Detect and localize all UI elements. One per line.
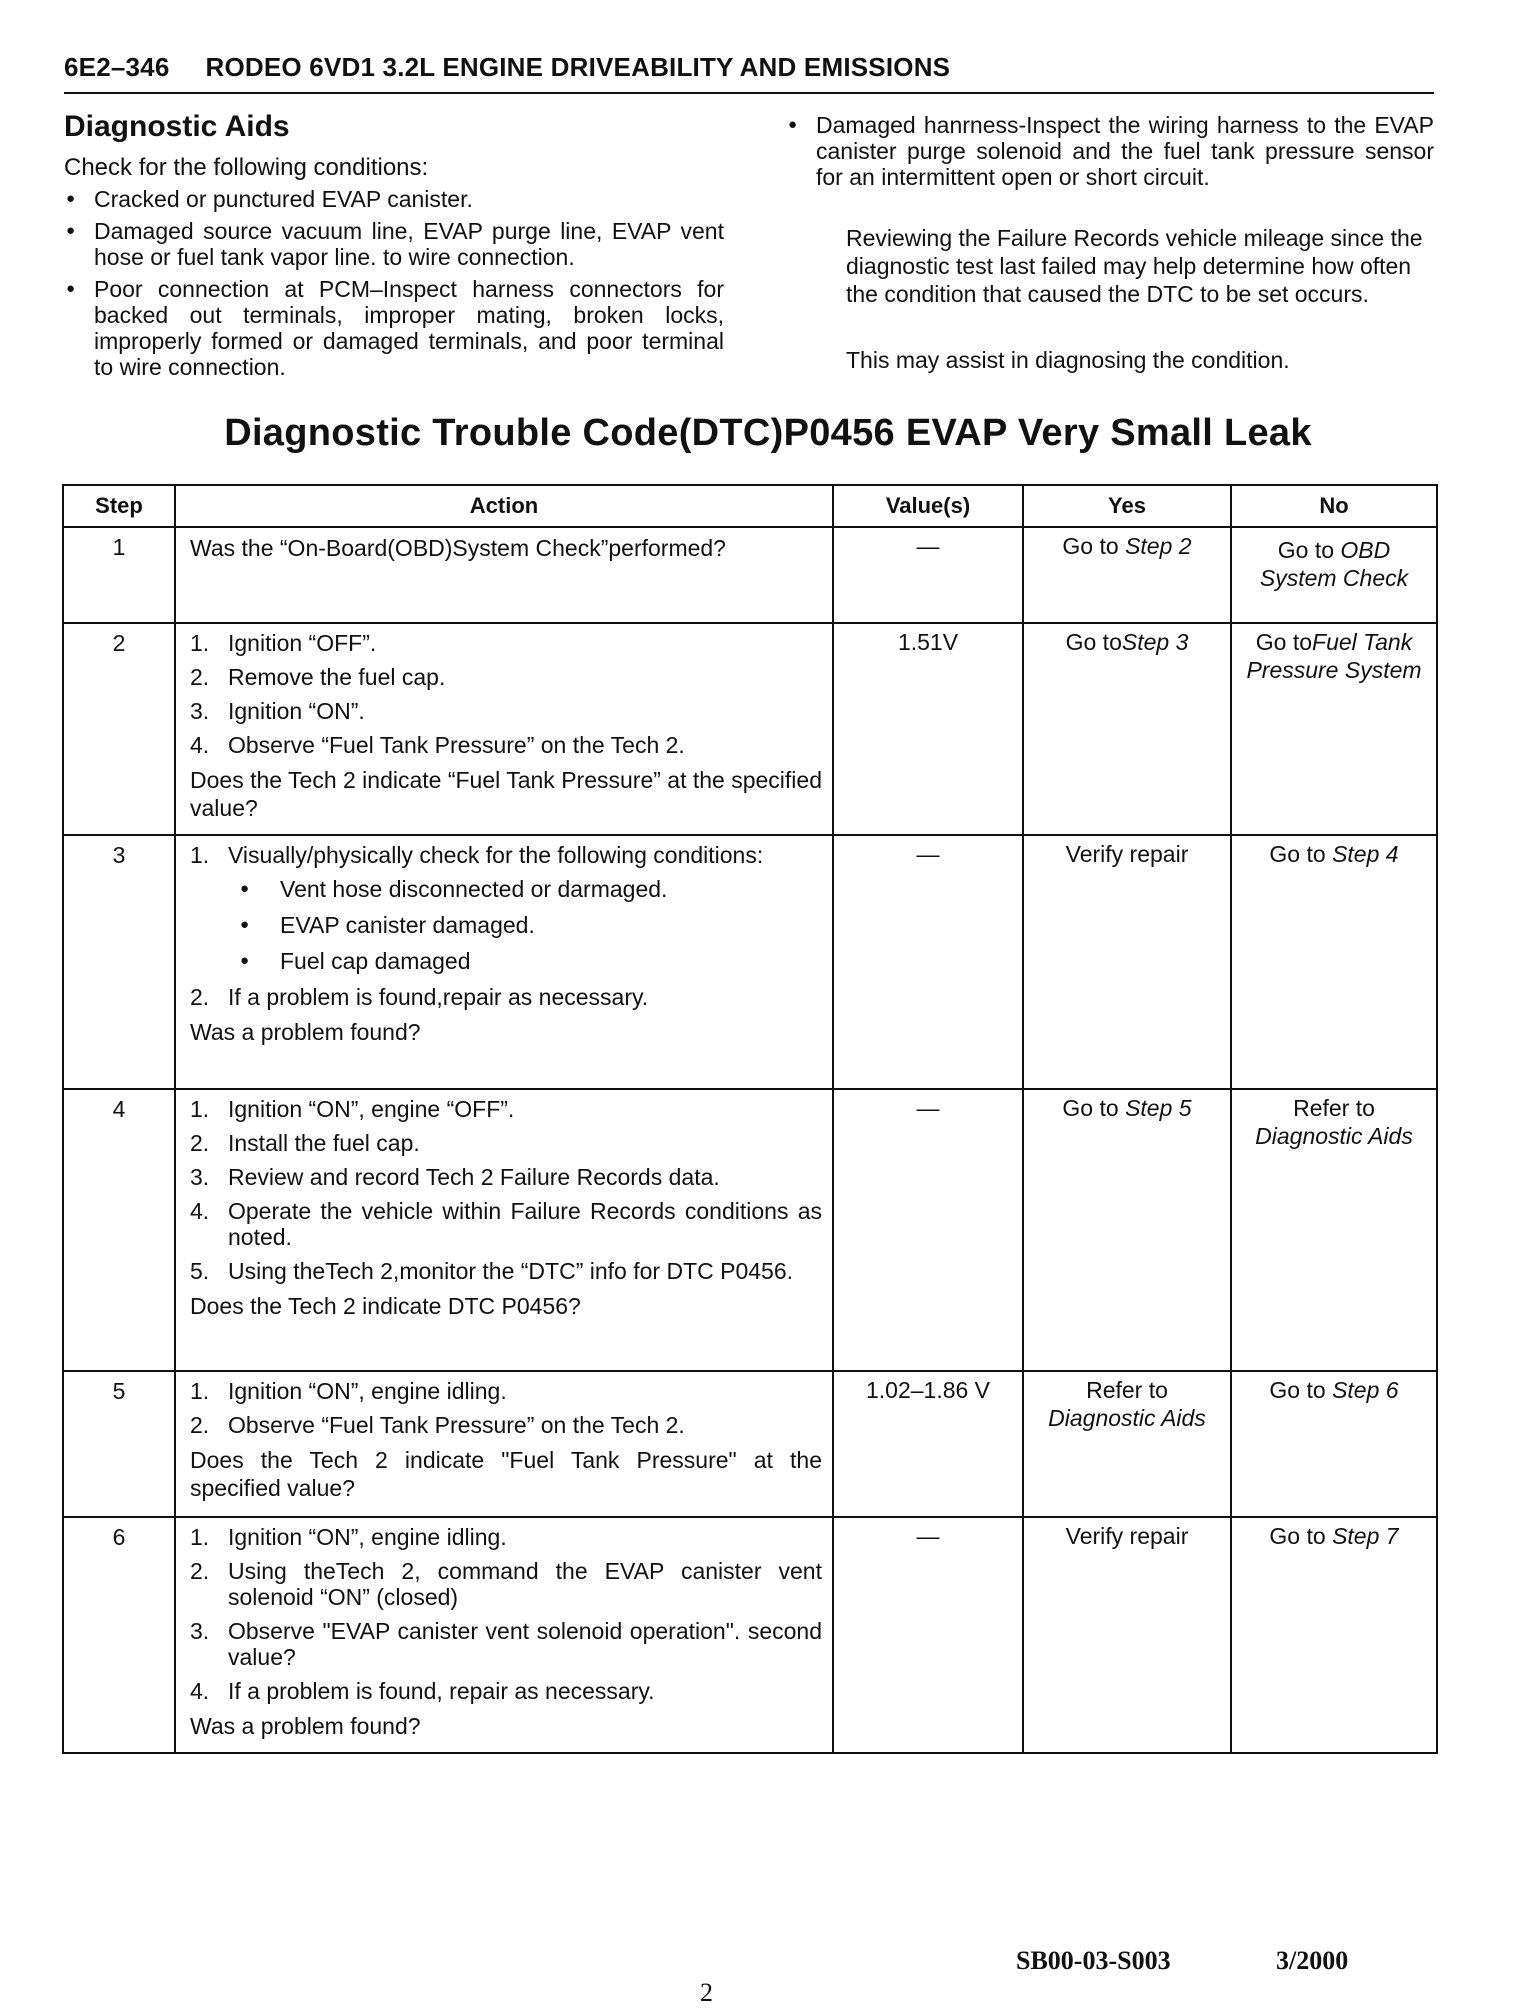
page-title: RODEO 6VD1 3.2L ENGINE DRIVEABILITY AND EMISSIONS bbox=[205, 52, 951, 82]
action-item: 2. Using theTech 2, command the EVAP canister vent solenoid “ON” (closed) bbox=[190, 1558, 822, 1610]
list-item: ● Damaged source vacuum line, EVAP purge line, EVAP vent hose or fuel tank vapor line. to wire connection. bbox=[64, 218, 724, 270]
col-header-values: Value(s) bbox=[833, 485, 1023, 527]
yes-text: Go to Step 5 bbox=[1062, 1095, 1192, 1121]
step-question: Was the “On-Board(OBD)System Check”performed? bbox=[190, 535, 726, 561]
diagnostic-aids-left-list bbox=[64, 186, 724, 386]
yes-text: Verify repair bbox=[1065, 1523, 1189, 1549]
list-item: ● Cracked or punctured EVAP canister. bbox=[64, 186, 724, 212]
action-item: 1. Ignition “OFF”. bbox=[190, 630, 377, 656]
table-row bbox=[63, 1517, 1437, 1753]
action-item: 1. Visually/physically check for the following conditions: bbox=[190, 842, 764, 868]
col-header-step: Step bbox=[63, 485, 175, 527]
table-row bbox=[63, 527, 1437, 623]
table-row bbox=[63, 623, 1437, 835]
action-cell bbox=[175, 527, 833, 623]
diagnostic-steps-table bbox=[62, 484, 1438, 1754]
action-cell bbox=[175, 1517, 833, 1753]
yes-cell bbox=[1023, 1371, 1231, 1517]
yes-cell bbox=[1023, 1089, 1231, 1371]
no-text: Go to Step 6 bbox=[1269, 1377, 1399, 1403]
no-cell bbox=[1231, 1089, 1437, 1371]
assist-paragraph: This may assist in diagnosing the condition. bbox=[846, 347, 1290, 373]
action-subitem: ● Vent hose disconnected or darmaged. bbox=[240, 876, 668, 902]
action-cell bbox=[175, 835, 833, 1089]
no-cell bbox=[1231, 1517, 1437, 1753]
col-header-action: Action bbox=[175, 485, 833, 527]
list-item: ● Poor connection at PCM–Inspect harness connectors for backed out terminals, improper mating, broken locks, improperly formed or damaged terminals, and poor terminal to wire connection. bbox=[64, 276, 724, 380]
no-text: Go to OBD System Check bbox=[1259, 537, 1409, 591]
page-number: 2 bbox=[700, 1978, 713, 2007]
diagnostic-aids-right-list bbox=[786, 112, 1434, 196]
value-cell: — bbox=[833, 527, 1023, 623]
value-cell: — bbox=[833, 1517, 1023, 1753]
dtc-title: Diagnostic Trouble Code(DTC)P0456 EVAP Very Small Leak bbox=[224, 412, 1312, 454]
action-subitem: ● Fuel cap damaged bbox=[240, 948, 471, 974]
step-number: 6 bbox=[63, 1517, 175, 1753]
step-question: Was a problem found? bbox=[190, 1019, 421, 1045]
no-cell bbox=[1231, 835, 1437, 1089]
yes-text: Go to Step 2 bbox=[1062, 533, 1192, 559]
step-number: 1 bbox=[63, 527, 175, 623]
action-item: 4. Observe “Fuel Tank Pressure” on the Tech 2. bbox=[190, 732, 685, 758]
value-cell: — bbox=[833, 835, 1023, 1089]
diagnostic-aids-title: Diagnostic Aids bbox=[64, 110, 290, 143]
header-rule bbox=[64, 92, 1434, 94]
list-item: ● Damaged hanrness-Inspect the wiring harness to the EVAP canister purge solenoid and the fuel tank pressure sensor for an intermittent open or short circuit. bbox=[786, 112, 1434, 190]
step-question: Does the Tech 2 indicate "Fuel Tank Pressure" at the specified value? bbox=[190, 1447, 822, 1501]
action-subitem: ● EVAP canister damaged. bbox=[240, 912, 535, 938]
action-cell bbox=[175, 623, 833, 835]
step-question: Was a problem found? bbox=[190, 1713, 421, 1739]
action-item: 4. If a problem is found, repair as necessary. bbox=[190, 1678, 655, 1704]
no-cell bbox=[1231, 1371, 1437, 1517]
action-item: 5. Using theTech 2,monitor the “DTC” info for DTC P0456. bbox=[190, 1258, 794, 1284]
no-text: Go toFuel Tank Pressure System bbox=[1246, 629, 1422, 683]
value-cell: — bbox=[833, 1089, 1023, 1371]
yes-cell bbox=[1023, 623, 1231, 835]
action-item: 2. If a problem is found,repair as necessary. bbox=[190, 984, 649, 1010]
value-cell: 1.02–1.86 V bbox=[833, 1371, 1023, 1517]
action-item: 2. Observe “Fuel Tank Pressure” on the Tech 2. bbox=[190, 1412, 685, 1438]
action-item: 2. Remove the fuel cap. bbox=[190, 664, 446, 690]
no-text: Go to Step 7 bbox=[1269, 1523, 1399, 1549]
page-header bbox=[64, 52, 1434, 83]
no-text: Refer to Diagnostic Aids bbox=[1255, 1095, 1413, 1149]
action-item: 1. Ignition “ON”, engine idling. bbox=[190, 1378, 507, 1404]
yes-text: Verify repair bbox=[1065, 841, 1189, 867]
step-number: 4 bbox=[63, 1089, 175, 1371]
action-cell bbox=[175, 1371, 833, 1517]
table-row bbox=[63, 1371, 1437, 1517]
yes-cell bbox=[1023, 835, 1231, 1089]
footer-doc-code: SB00-03-S003 bbox=[1016, 1946, 1171, 1975]
diagnostic-aids-intro: Check for the following conditions: bbox=[64, 154, 429, 181]
yes-cell bbox=[1023, 527, 1231, 623]
action-item: 1. Ignition “ON”, engine “OFF”. bbox=[190, 1096, 515, 1122]
yes-text: Refer to Diagnostic Aids bbox=[1048, 1377, 1206, 1431]
failure-records-paragraph: Reviewing the Failure Records vehicle mileage since the diagnostic test last failed may help determine how often the condition that caused the DTC to be set occurs. bbox=[846, 225, 1423, 307]
col-header-no: No bbox=[1231, 485, 1437, 527]
step-number: 5 bbox=[63, 1371, 175, 1517]
action-item: 2. Install the fuel cap. bbox=[190, 1130, 420, 1156]
yes-cell bbox=[1023, 1517, 1231, 1753]
action-item: 3. Review and record Tech 2 Failure Records data. bbox=[190, 1164, 720, 1190]
footer-date: 3/2000 bbox=[1276, 1946, 1349, 1975]
no-text: Go to Step 4 bbox=[1269, 841, 1399, 867]
step-number: 2 bbox=[63, 623, 175, 835]
no-cell bbox=[1231, 527, 1437, 623]
action-item: 1. Ignition “ON”, engine idling. bbox=[190, 1524, 507, 1550]
table-row bbox=[63, 835, 1437, 1089]
page-code: 6E2–346 bbox=[64, 52, 170, 82]
table-header-row bbox=[63, 485, 1437, 527]
yes-text: Go toStep 3 bbox=[1065, 629, 1189, 655]
action-cell bbox=[175, 1089, 833, 1371]
col-header-yes: Yes bbox=[1023, 485, 1231, 527]
step-number: 3 bbox=[63, 835, 175, 1089]
step-question: Does the Tech 2 indicate DTC P0456? bbox=[190, 1293, 581, 1319]
action-item: 3. Observe "EVAP canister vent solenoid operation". second value? bbox=[190, 1618, 822, 1670]
step-question: Does the Tech 2 indicate “Fuel Tank Pressure” at the specified value? bbox=[190, 767, 822, 821]
table-row bbox=[63, 1089, 1437, 1371]
value-cell: 1.51V bbox=[833, 623, 1023, 835]
action-item: 3. Ignition “ON”. bbox=[190, 698, 365, 724]
no-cell bbox=[1231, 623, 1437, 835]
action-item: 4. Operate the vehicle within Failure Records conditions as noted. bbox=[190, 1198, 822, 1250]
